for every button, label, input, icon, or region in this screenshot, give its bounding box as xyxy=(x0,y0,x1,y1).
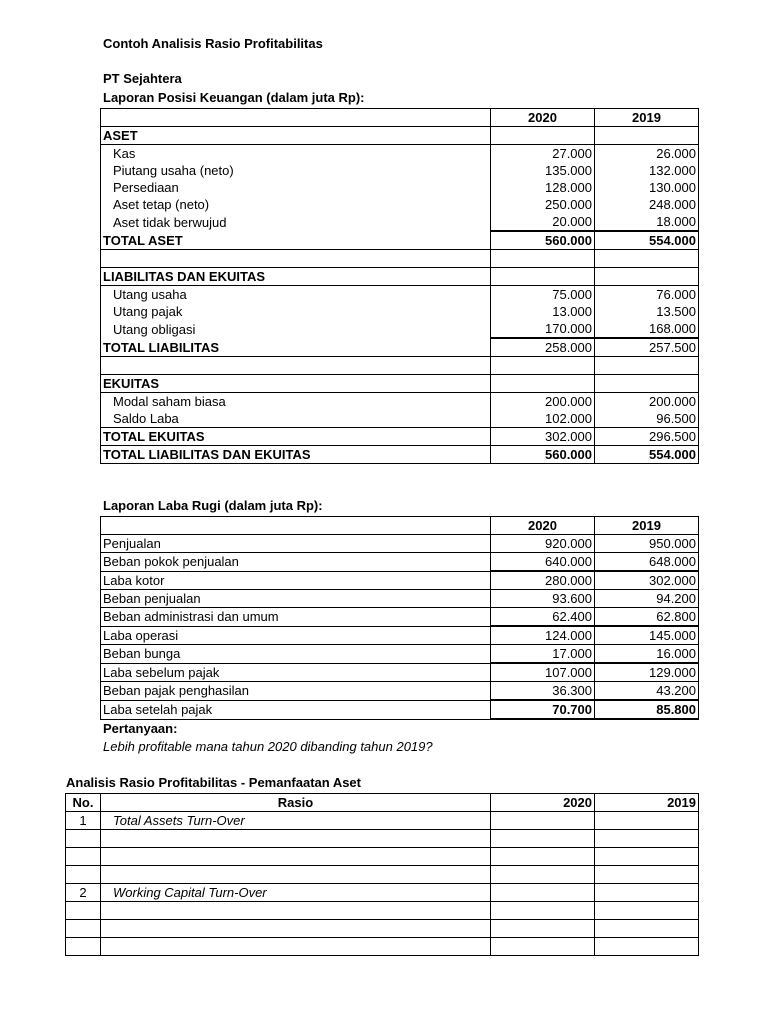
header-blank xyxy=(101,109,491,127)
row-label: Saldo Laba xyxy=(101,410,491,428)
table-row xyxy=(101,410,699,428)
value-2019: 648.000 xyxy=(595,553,699,572)
cell[interactable] xyxy=(101,866,491,884)
header-2019: 2019 xyxy=(595,109,699,127)
value-2020: 135.000 xyxy=(491,162,595,179)
value-2019: 16.000 xyxy=(595,645,699,664)
table-row xyxy=(66,866,699,884)
value-2019: 132.000 xyxy=(595,162,699,179)
value-2019: 18.000 xyxy=(595,213,699,231)
spacer-row xyxy=(101,357,699,375)
total-row-ekuitas xyxy=(101,428,699,446)
value-2019: 168.000 xyxy=(595,320,699,338)
value-2019: 554.000 xyxy=(595,446,699,464)
document-title: Contoh Analisis Rasio Profitabilitas xyxy=(103,36,323,51)
table-row xyxy=(101,303,699,320)
table-row xyxy=(101,393,699,411)
row-label: Beban pokok penjualan xyxy=(101,553,491,572)
cell[interactable] xyxy=(66,938,101,956)
header-blank xyxy=(101,517,491,535)
balance-sheet-table xyxy=(100,108,699,464)
value-2020: 93.600 xyxy=(491,590,595,608)
value-2019: 76.000 xyxy=(595,286,699,304)
table-row xyxy=(66,830,699,848)
table-row xyxy=(101,145,699,163)
cell[interactable] xyxy=(491,902,595,920)
row-label: Laba setelah pajak xyxy=(101,700,491,719)
value-2019: 554.000 xyxy=(595,231,699,250)
cell[interactable] xyxy=(491,830,595,848)
ratio-table-title: Analisis Rasio Profitabilitas - Pemanfaatan Aset xyxy=(66,775,361,790)
row-label: Utang obligasi xyxy=(101,320,491,338)
row-label: Laba operasi xyxy=(101,626,491,645)
table-row xyxy=(101,608,699,627)
table-row xyxy=(101,535,699,553)
ratio-name: Total Assets Turn-Over xyxy=(101,812,491,830)
table-header-row xyxy=(101,517,699,535)
value-2020: 560.000 xyxy=(491,231,595,250)
row-number: 1 xyxy=(66,812,101,830)
value-2020: 640.000 xyxy=(491,553,595,572)
table-row xyxy=(101,663,699,682)
company-name: PT Sejahtera xyxy=(103,71,182,86)
cell-2019[interactable] xyxy=(595,884,699,902)
row-label: Aset tidak berwujud xyxy=(101,213,491,231)
total-row-liabilitas xyxy=(101,338,699,357)
table-row xyxy=(101,682,699,701)
cell[interactable] xyxy=(66,902,101,920)
row-label: Beban penjualan xyxy=(101,590,491,608)
row-label: Piutang usaha (neto) xyxy=(101,162,491,179)
value-2019: 26.000 xyxy=(595,145,699,163)
table-row xyxy=(66,902,699,920)
table-row xyxy=(66,884,699,902)
value-2019: 296.500 xyxy=(595,428,699,446)
row-number: 2 xyxy=(66,884,101,902)
value-2019: 200.000 xyxy=(595,393,699,411)
total-row-aset xyxy=(101,231,699,250)
cell-2020[interactable] xyxy=(491,884,595,902)
cell[interactable] xyxy=(595,920,699,938)
value-2019: 13.500 xyxy=(595,303,699,320)
value-2020: 250.000 xyxy=(491,196,595,213)
cell[interactable] xyxy=(101,938,491,956)
row-label: Laba sebelum pajak xyxy=(101,663,491,682)
value-2020: 302.000 xyxy=(491,428,595,446)
value-2020: 170.000 xyxy=(491,320,595,338)
value-2019: 130.000 xyxy=(595,179,699,196)
income-statement-title: Laporan Laba Rugi (dalam juta Rp): xyxy=(103,498,323,513)
row-label: Beban bunga xyxy=(101,645,491,664)
value-2020: 258.000 xyxy=(491,338,595,357)
value-2020: 102.000 xyxy=(491,410,595,428)
value-2020: 70.700 xyxy=(491,700,595,719)
cell[interactable] xyxy=(595,938,699,956)
row-label: TOTAL LIABILITAS DAN EKUITAS xyxy=(101,446,491,464)
value-2019: 85.800 xyxy=(595,700,699,719)
row-label: Penjualan xyxy=(101,535,491,553)
table-row xyxy=(101,571,699,590)
section-header-aset xyxy=(101,127,699,145)
value-2019: 94.200 xyxy=(595,590,699,608)
cell[interactable] xyxy=(66,830,101,848)
table-row xyxy=(101,626,699,645)
table-row xyxy=(101,645,699,664)
value-2019: 302.000 xyxy=(595,571,699,590)
row-label: Persediaan xyxy=(101,179,491,196)
cell[interactable] xyxy=(491,920,595,938)
table-row xyxy=(101,553,699,572)
value-2019: 129.000 xyxy=(595,663,699,682)
cell[interactable] xyxy=(101,830,491,848)
value-2019: 43.200 xyxy=(595,682,699,701)
value-2020: 75.000 xyxy=(491,286,595,304)
cell[interactable] xyxy=(595,830,699,848)
value-2020: 560.000 xyxy=(491,446,595,464)
table-row xyxy=(66,812,699,830)
cell[interactable] xyxy=(491,848,595,866)
header-2019: 2019 xyxy=(595,517,699,535)
value-2020: 62.400 xyxy=(491,608,595,627)
cell[interactable] xyxy=(595,902,699,920)
value-2020: 280.000 xyxy=(491,571,595,590)
cell[interactable] xyxy=(101,848,491,866)
row-label: TOTAL LIABILITAS xyxy=(101,338,491,357)
cell[interactable] xyxy=(101,920,491,938)
value-2019: 257.500 xyxy=(595,338,699,357)
table-row xyxy=(101,213,699,231)
table-row xyxy=(101,286,699,304)
row-label: Laba kotor xyxy=(101,571,491,590)
header-2020: 2020 xyxy=(491,517,595,535)
table-row xyxy=(66,938,699,956)
question-text: Lebih profitable mana tahun 2020 dibanding tahun 2019? xyxy=(103,739,433,754)
spacer-row xyxy=(101,250,699,268)
row-label: Utang usaha xyxy=(101,286,491,304)
header-2020: 2020 xyxy=(491,794,595,812)
income-statement-table xyxy=(100,516,699,720)
value-2020: 128.000 xyxy=(491,179,595,196)
row-label: Kas xyxy=(101,145,491,163)
table-row xyxy=(101,196,699,213)
cell[interactable] xyxy=(101,902,491,920)
header-2019: 2019 xyxy=(595,794,699,812)
value-2020: 17.000 xyxy=(491,645,595,664)
value-2020: 27.000 xyxy=(491,145,595,163)
row-label: TOTAL EKUITAS xyxy=(101,428,491,446)
cell[interactable] xyxy=(491,866,595,884)
table-row-net-income xyxy=(101,700,699,719)
cell-2019[interactable] xyxy=(595,812,699,830)
cell[interactable] xyxy=(595,866,699,884)
table-row xyxy=(66,848,699,866)
ratio-name: Working Capital Turn-Over xyxy=(101,884,491,902)
row-label: Modal saham biasa xyxy=(101,393,491,411)
value-2019: 248.000 xyxy=(595,196,699,213)
value-2019: 145.000 xyxy=(595,626,699,645)
header-2020: 2020 xyxy=(491,109,595,127)
value-2020: 107.000 xyxy=(491,663,595,682)
section-header-ekuitas xyxy=(101,375,699,393)
table-header-row xyxy=(101,109,699,127)
header-rasio: Rasio xyxy=(101,794,491,812)
table-row xyxy=(101,590,699,608)
question-label: Pertanyaan: xyxy=(103,721,178,736)
cell[interactable] xyxy=(491,938,595,956)
row-label: Utang pajak xyxy=(101,303,491,320)
balance-sheet-title: Laporan Posisi Keuangan (dalam juta Rp): xyxy=(103,90,365,105)
section-label: LIABILITAS DAN EKUITAS xyxy=(101,268,491,286)
table-header-row xyxy=(66,794,699,812)
cell[interactable] xyxy=(66,920,101,938)
header-no: No. xyxy=(66,794,101,812)
table-row xyxy=(101,320,699,338)
row-label: Aset tetap (neto) xyxy=(101,196,491,213)
cell[interactable] xyxy=(595,848,699,866)
value-2020: 13.000 xyxy=(491,303,595,320)
cell[interactable] xyxy=(66,848,101,866)
cell-2020[interactable] xyxy=(491,812,595,830)
table-row xyxy=(66,920,699,938)
value-2020: 36.300 xyxy=(491,682,595,701)
section-label: EKUITAS xyxy=(101,375,491,393)
row-label: Beban pajak penghasilan xyxy=(101,682,491,701)
row-label: Beban administrasi dan umum xyxy=(101,608,491,627)
cell[interactable] xyxy=(66,866,101,884)
section-label: ASET xyxy=(101,127,491,145)
ratio-analysis-table xyxy=(65,793,699,956)
value-2020: 20.000 xyxy=(491,213,595,231)
section-header-liabilitas xyxy=(101,268,699,286)
value-2020: 920.000 xyxy=(491,535,595,553)
value-2020: 200.000 xyxy=(491,393,595,411)
value-2019: 96.500 xyxy=(595,410,699,428)
value-2019: 950.000 xyxy=(595,535,699,553)
value-2020: 124.000 xyxy=(491,626,595,645)
table-row xyxy=(101,162,699,179)
value-2019: 62.800 xyxy=(595,608,699,627)
total-row-liabilitas-ekuitas xyxy=(101,446,699,464)
row-label: TOTAL ASET xyxy=(101,231,491,250)
table-row xyxy=(101,179,699,196)
